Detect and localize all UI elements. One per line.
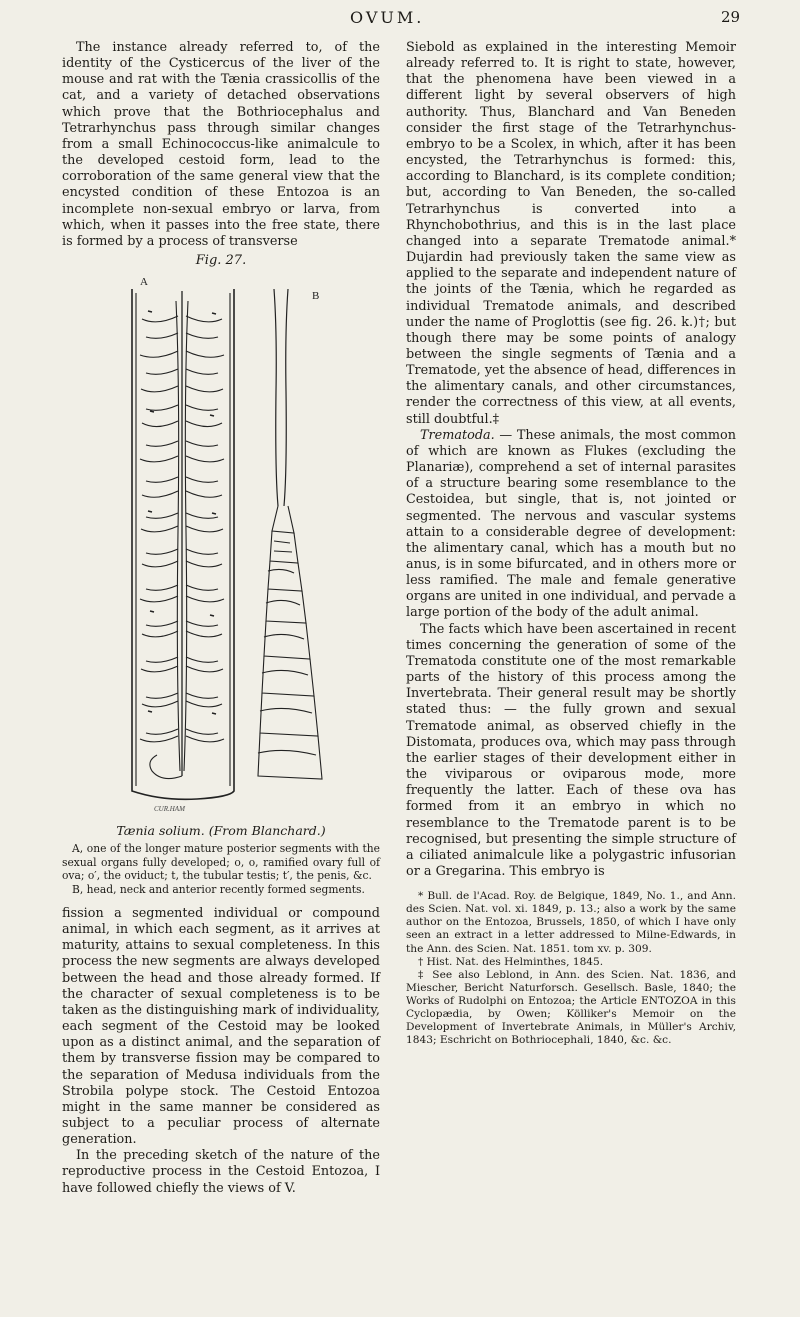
left-column: [62, 40, 380, 1197]
figure-title: Tænia solium. (From Blanchard.): [116, 823, 326, 839]
left-paragraph-2: fission a segmented individual or compound animal, in which each segment, as it arrives at maturity, attains to sexual completeness. In this process the new segments are always developed between the head and those already formed. If the character of sexual completeness is to be taken as the distinguishing mark of individuality, each segment of the Cestoid may be looked upon as a distinct animal, and the separation of them by transverse fission may be compared to the separation of Medusa individuals from the Strobila polype stock. The Cestoid Entozoa might in the same manner be considered as subject to a peculiar process of alternate generation.: [62, 905, 380, 1148]
figure-caption-a: A, one of the longer mature posterior segments with the sexual organs fully developed; o, o, ramified ovary full of ova; o′, the oviduct; t, the tubular testis; t′, the penis, &c.: [62, 842, 380, 883]
figure-caption: [62, 842, 380, 896]
figure-caption-b: B, head, neck and anterior recently formed segments.: [72, 882, 365, 896]
footnote-3: ‡ See also Leblond, in Ann. des Scien. Nat. 1836, and Miescher, Bericht Naturforsch. Gesellsch. Basle, 1840; the Works of Rudolphi on Entozoa; the Article ENTOZOA in this Cyclopædia, by Owen; Kölliker's Memoir on the Development of Invertebrate Animals, in Müller's Archiv, 1843; Eschricht on Bothriocephali, 1840, &c. &c.: [406, 968, 736, 1047]
right-paragraph-3: The facts which have been ascertained in recent times concerning the generation of some of the Trematoda constitute one of the most remarkable parts of the history of this process among the Invertebrata. Their general result may be shortly stated thus: — the fully grown and sexual Trematode animal, as observed chiefly in the Distomata, produces ova, which may pass through the earlier stages of their development either in the viviparous or oviparous mode, more frequently the latter. Each of these ova has formed from it an embryo in which no resemblance to the Trematode parent is to be recognised, but presenting the simple structure of a ciliated animalcule like a polygastric infusorian or a Gregarina. This embryo is: [406, 621, 736, 879]
trematoda-heading: Trematoda.: [420, 427, 495, 443]
figure-label-b: B: [312, 290, 320, 303]
page-header: [0, 6, 800, 36]
right-column: [406, 40, 736, 1047]
left-paragraph-3: In the preceding sketch of the nature of the reproductive process in the Cestoid Entozoa, I have followed chiefly the views of V.: [62, 1148, 380, 1196]
figure-taenia-solium: [62, 271, 380, 819]
right-paragraph-1: Siebold as explained in the interesting Memoir already referred to. It is right to state, however, that the phenomena have been viewed in a different light by several observers of high authority. Thus, Blanchard and Van Beneden consider the first stage of the Tetrarhynchus-embryo to be a Scolex, in which, after it has been encysted, the Tetrarhynchus is formed: this, according to Blanchard, is its complete condition; but, according to Van Beneden, the so-called Tetrarhynchus is converted into a Rhynchobothrius, and this is in the last place changed into a separate Trematode animal.* Dujardin had previously taken the same view as applied to the separate and independent nature of the joints of the Tænia, which he regarded as individual Trematode animals, and described under the name of Proglottis (see fig. 26. k.)†; but though there may be some points of analogy between the single segments of Tænia and a Trematode, yet the absence of head, differences in the alimentary canals, and other circumstances, render the correctness of this view, at all events, still doubtful.‡: [406, 40, 736, 427]
footnotes: [406, 890, 736, 1047]
footnote-2: † Hist. Nat. des Helminthes, 1845.: [418, 955, 604, 968]
footnote-1: * Bull. de l'Acad. Roy. de Belgique, 1849, No. 1., and Ann. des Scien. Nat. vol. xi. 1849, p. 13.; also a work by the same author on the Entozoa, Brussels, 1850, of which I have only seen an extract in a letter addressed to Milne-Edwards, in the Ann. des Scien. Nat. 1851. tom xv. p. 309.: [406, 890, 736, 955]
page-number: 29: [721, 8, 741, 26]
trematoda-paragraph: [406, 428, 736, 622]
left-paragraph-1: The instance already referred to, of the identity of the Cysticercus of the liver of the mouse and rat with the Tænia crassicollis of the cat, and a variety of detached observations which prove that the Bothriocephalus and Tetrarhynchus pass through similar changes from a small Echinococcus-like animalcule to the developed cestoid form, lead to the corroboration of the same general view that the encysted condition of these Entozoa is an incomplete non-sexual embryo or larva, from which, when it passes into the free state, there is formed by a process of transverse: [62, 40, 380, 249]
trematoda-text: — These animals, the most common of which are known as Flukes (excluding the Planariæ), comprehend a set of internal parasites of a structure bearing some resemblance to the Cestoidea, but single, that is, not jointed or segmented. The nervous and vascular systems attain to a considerable degree of development: the alimentary canal, which has a mouth but no anus, is in some bifurcated, and in others more or less ramified. The male and female generative organs are united in one individual, and pervade a large portion of the body of the adult animal.: [406, 427, 736, 621]
taenia-illustration: [62, 271, 380, 819]
figure-label: Fig. 27.: [195, 253, 247, 269]
figure-label-a: A: [140, 276, 148, 289]
running-head: OVUM.: [350, 8, 425, 27]
engraver-mark: CUR.HAM: [154, 805, 185, 814]
